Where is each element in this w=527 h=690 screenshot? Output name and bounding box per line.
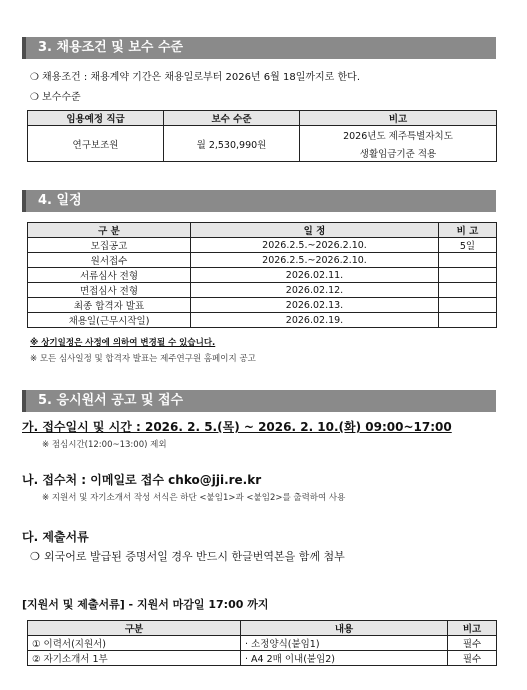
table-row: ① 이력서(지원서) · 소정양식(붙임1) 필수 (28, 636, 497, 651)
table-row: 서류심사 전형 2026.02.11. (28, 268, 497, 283)
schedule-table: 구 분 일 정 비 고 모집공고 2026.2.5.~2026.2.10. 5일 원서접수 2026.2.5.~2026.2.10. 서류심사 전형 2026.02.11. 면접심사 전형 2026.02.12. 최종 합격자 발표 2026.02.13. 채용일(근무시작일) 2026.02.19. (27, 222, 497, 328)
lunch-note: ※ 점심시간(12:00~13:00) 제외 (42, 440, 167, 450)
schedule-change-note: ※ 상기일정은 사정에 의하여 변경될 수 있습니다. (30, 338, 216, 348)
table-row: 면접심사 전형 2026.02.12. (28, 283, 497, 298)
table-row: 채용일(근무시작일) 2026.02.19. (28, 313, 497, 328)
documents-table: 구분 내용 비고 ① 이력서(지원서) · 소정양식(붙임1) 필수 ② 자기소개서 1부 · A4 2매 이내(붙임2) 필수 (27, 620, 497, 666)
form-note: ※ 지원서 및 자기소개서 작성 서식은 하단 <붙임1>과 <붙임2>를 출력하여 사용 (42, 493, 346, 503)
section-4-title: 4. 일정 (22, 190, 496, 212)
section-3-title: 3. 채용조건 및 보수 수준 (22, 37, 496, 59)
pay-level-label: ❍ 보수수준 (30, 92, 81, 103)
pay-table: 임용예정 직급 보수 수준 비고 연구보조원 월 2,530,990원 2026년도 제주특별자치도 생활임금기준 적용 (27, 110, 497, 162)
table-row: 원서접수 2026.2.5.~2026.2.10. (28, 253, 497, 268)
circle-bullet-icon: ❍ (30, 550, 40, 563)
circle-bullet-icon: ❍ (30, 72, 39, 83)
submission-place: 나. 접수처 : 이메일로 접수 chko@jji.re.kr (22, 473, 262, 487)
section-5-title: 5. 응시원서 공고 및 접수 (22, 390, 496, 412)
translation-note: ❍ 외국어로 발급된 증명서일 경우 반드시 한글번역본을 함께 첨부 (30, 550, 345, 563)
announcement-note: ※ 모든 심사일정 및 합격자 발표는 제주연구원 홈페이지 공고 (30, 354, 256, 364)
required-documents-heading: 다. 제출서류 (22, 530, 89, 544)
table-row: 최종 합격자 발표 2026.02.13. (28, 298, 497, 313)
documents-title: [지원서 및 제출서류] - 지원서 마감일 17:00 까지 (22, 598, 269, 611)
submission-period: 가. 접수일시 및 시간 : 2026. 2. 5.(목) ~ 2026. 2. 10.(화) 09:00~17:00 (22, 420, 452, 434)
circle-bullet-icon: ❍ (30, 92, 39, 103)
employment-condition: ❍ 채용조건 : 채용계약 기간은 채용일로부터 2026년 6월 18일까지로 한다. (30, 72, 361, 83)
table-row: 모집공고 2026.2.5.~2026.2.10. 5일 (28, 238, 497, 253)
table-row: ② 자기소개서 1부 · A4 2매 이내(붙임2) 필수 (28, 651, 497, 666)
